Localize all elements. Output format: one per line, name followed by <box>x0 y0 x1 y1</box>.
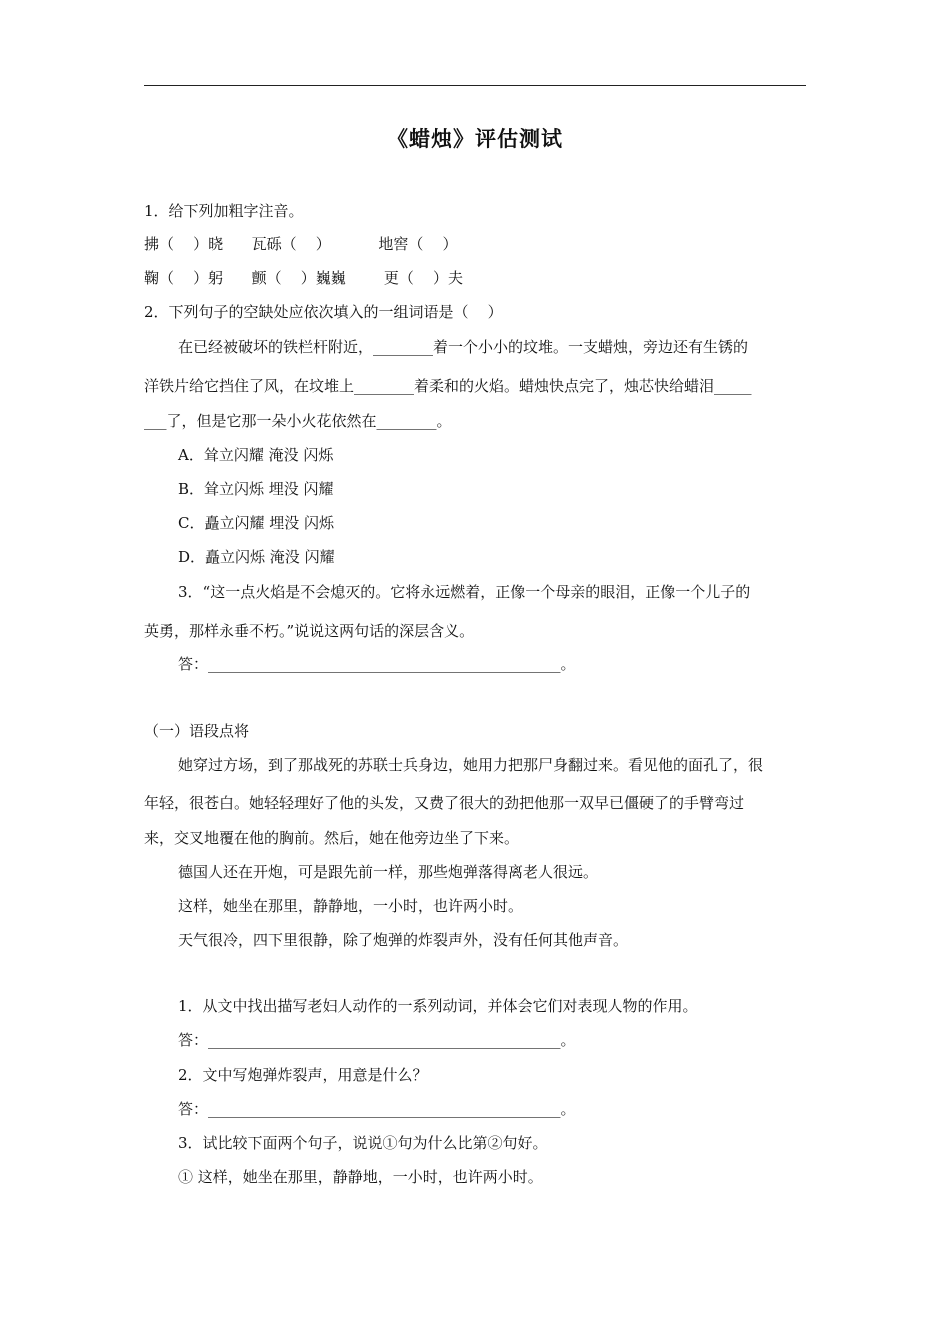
q2-passage-line-2: 洋铁片给它挡住了风，在坟堆上________着柔和的火焰。蜡烛快点完了，烛芯快给蜡泪_____ <box>144 377 752 395</box>
section-sentence-1: ① 这样，她坐在那里，静静地，一小时，也许两小时。 <box>178 1168 543 1186</box>
q2-option-a: A．耸立闪耀 淹没 闪烁 <box>178 446 334 464</box>
q2-passage-line-1: 在已经被破坏的铁栏杆附近，________着一个小小的坟堆。一支蜡烛，旁边还有生锈的 <box>178 338 749 356</box>
section-passage-line-3: 来，交叉地覆在他的胸前。然后，她在他旁边坐了下来。 <box>144 829 520 847</box>
q3-line-2: 英勇，那样永垂不朽。”说说这两句话的深层含义。 <box>144 622 475 640</box>
q2-option-b: B．耸立闪烁 埋没 闪耀 <box>178 480 334 498</box>
page-title: 《蜡烛》评估测试 <box>387 127 563 151</box>
q3-line-1: 3．“这一点火焰是不会熄灭的。它将永远燃着，正像一个母亲的眼泪，正像一个儿子的 <box>178 583 751 601</box>
q1-row-1: 拂（ ）晓 瓦砾（ ） 地窖（ ） <box>144 235 458 253</box>
q2-option-c: C．矗立闪耀 埋没 闪烁 <box>178 514 335 532</box>
section-answer-line-1: 答：_______________________________________________。 <box>178 1031 576 1049</box>
section-heading: （一）语段点将 <box>144 722 250 740</box>
section-passage-line-2: 年轻，很苍白。她轻轻理好了他的头发，又费了很大的劲把他那一双早已僵硬了的手臂弯过 <box>144 794 745 812</box>
section-answer-line-2: 答：_______________________________________________。 <box>178 1100 576 1118</box>
q1-stem: 1．给下列加粗字注音。 <box>144 202 304 220</box>
q2-stem: 2．下列句子的空缺处应依次填入的一组词语是（ ） <box>144 303 503 321</box>
section-passage-line-5: 这样，她坐在那里，静静地，一小时，也许两小时。 <box>178 897 524 915</box>
q3-answer-line: 答：_______________________________________________。 <box>178 655 576 673</box>
section-question-1: 1．从文中找出描写老妇人动作的一系列动词，并体会它们对表现人物的作用。 <box>178 997 698 1015</box>
q2-option-d: D．矗立闪烁 淹没 闪耀 <box>178 548 335 566</box>
q2-passage-line-3: ___了，但是它那一朵小火花依然在________。 <box>144 412 452 430</box>
section-passage-line-4: 德国人还在开炮，可是跟先前一样，那些炮弹落得离老人很远。 <box>178 863 599 881</box>
header-rule <box>144 85 806 86</box>
section-question-3: 3．试比较下面两个句子，说说①句为什么比第②句好。 <box>178 1134 548 1152</box>
section-question-2: 2．文中写炮弹炸裂声，用意是什么？ <box>178 1066 428 1084</box>
section-passage-line-6: 天气很冷，四下里很静，除了炮弹的炸裂声外，没有任何其他声音。 <box>178 931 629 949</box>
section-passage-line-1: 她穿过方场，到了那战死的苏联士兵身边，她用力把那尸身翻过来。看见他的面孔了，很 <box>178 756 764 774</box>
q1-row-2: 鞠（ ）躬 颤（ ）巍巍 更（ ）夫 <box>144 269 463 287</box>
